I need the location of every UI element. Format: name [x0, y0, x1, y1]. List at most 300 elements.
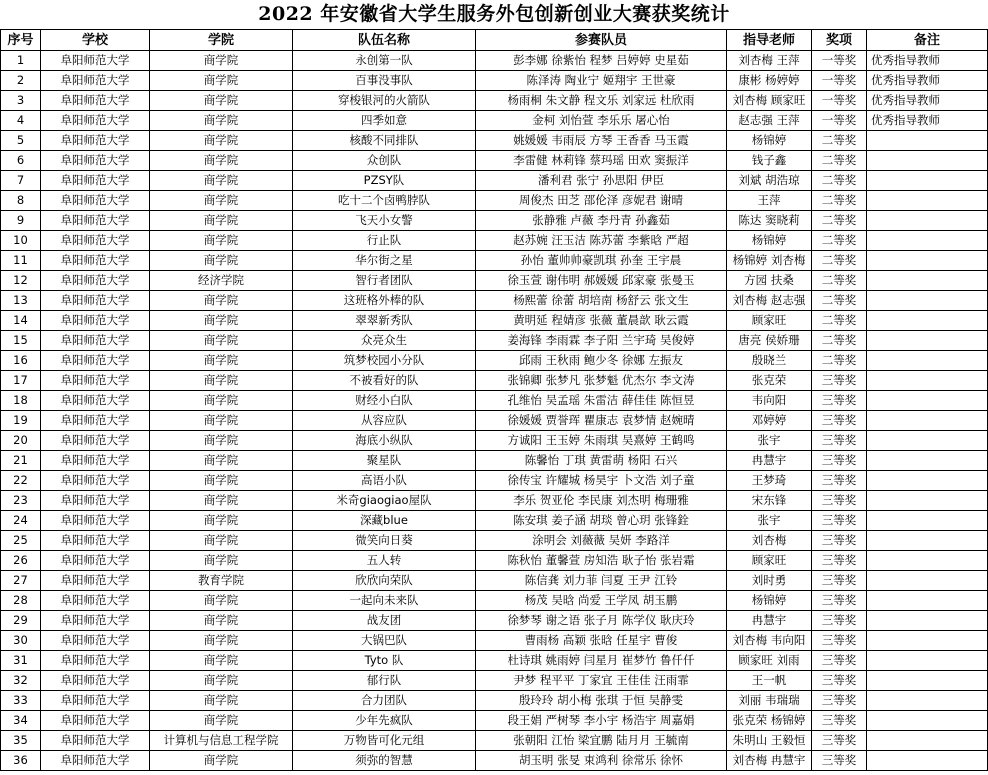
- cell-team: 万物皆可化元组: [293, 731, 476, 751]
- header-college: 学院: [150, 30, 293, 51]
- table-row: [1, 751, 988, 771]
- cell-index: 3: [1, 91, 41, 111]
- cell-college: 商学院: [150, 391, 293, 411]
- cell-team: 一起向未来队: [293, 591, 476, 611]
- cell-award: 三等奖: [812, 391, 867, 411]
- cell-award: 一等奖: [812, 51, 867, 71]
- cell-teacher: 韦向阳: [727, 391, 812, 411]
- cell-team: 四季如意: [293, 111, 476, 131]
- cell-teacher: 殷晓兰: [727, 351, 812, 371]
- cell-members: 周俊杰 田芝 邵伦泽 彦妮君 谢晴: [476, 191, 727, 211]
- cell-note: [867, 351, 988, 371]
- cell-college: 商学院: [150, 711, 293, 731]
- cell-school: 阜阳师范大学: [41, 571, 150, 591]
- cell-award: 三等奖: [812, 371, 867, 391]
- cell-award: 三等奖: [812, 651, 867, 671]
- table-row: [1, 491, 988, 511]
- cell-members: 李乐 贺亚伦 李民康 刘杰明 梅珊雅: [476, 491, 727, 511]
- cell-members: 陈泽涛 陶业宁 姬翔宇 王世豪: [476, 71, 727, 91]
- cell-award: 三等奖: [812, 551, 867, 571]
- cell-note: [867, 291, 988, 311]
- cell-school: 阜阳师范大学: [41, 251, 150, 271]
- cell-index: 7: [1, 171, 41, 191]
- cell-team: 海底小纵队: [293, 431, 476, 451]
- cell-members: 段王娟 严树琴 李小宇 杨浩宇 周嘉娟: [476, 711, 727, 731]
- cell-college: 商学院: [150, 551, 293, 571]
- cell-note: [867, 191, 988, 211]
- cell-school: 阜阳师范大学: [41, 731, 150, 751]
- cell-college: 商学院: [150, 171, 293, 191]
- cell-team: 五人转: [293, 551, 476, 571]
- table-row: [1, 211, 988, 231]
- cell-school: 阜阳师范大学: [41, 211, 150, 231]
- cell-award: 二等奖: [812, 351, 867, 371]
- cell-school: 阜阳师范大学: [41, 371, 150, 391]
- cell-college: 商学院: [150, 531, 293, 551]
- cell-college: 商学院: [150, 351, 293, 371]
- cell-award: 三等奖: [812, 411, 867, 431]
- cell-index: 13: [1, 291, 41, 311]
- cell-teacher: 顾家旺: [727, 311, 812, 331]
- cell-college: 商学院: [150, 131, 293, 151]
- cell-school: 阜阳师范大学: [41, 751, 150, 771]
- cell-note: [867, 451, 988, 471]
- cell-college: 商学院: [150, 71, 293, 91]
- table-row: [1, 291, 988, 311]
- cell-teacher: 张克荣: [727, 371, 812, 391]
- cell-award: 三等奖: [812, 691, 867, 711]
- cell-school: 阜阳师范大学: [41, 651, 150, 671]
- cell-index: 10: [1, 231, 41, 251]
- cell-members: 徐玉萱 谢伟明 郝媛媛 邱家豪 张曼玉: [476, 271, 727, 291]
- cell-note: [867, 591, 988, 611]
- cell-school: 阜阳师范大学: [41, 131, 150, 151]
- cell-members: 胡玉明 张旻 束鸿利 徐常乐 徐怀: [476, 751, 727, 771]
- cell-school: 阜阳师范大学: [41, 551, 150, 571]
- cell-note: 优秀指导教师: [867, 51, 988, 71]
- table-row: [1, 451, 988, 471]
- table-row: [1, 311, 988, 331]
- cell-index: 22: [1, 471, 41, 491]
- cell-teacher: 方园 扶桑: [727, 271, 812, 291]
- cell-note: [867, 511, 988, 531]
- cell-school: 阜阳师范大学: [41, 51, 150, 71]
- cell-index: 26: [1, 551, 41, 571]
- cell-note: [867, 171, 988, 191]
- cell-teacher: 刘时勇: [727, 571, 812, 591]
- cell-award: 三等奖: [812, 471, 867, 491]
- cell-note: [867, 751, 988, 771]
- cell-award: 一等奖: [812, 111, 867, 131]
- cell-note: [867, 471, 988, 491]
- cell-school: 阜阳师范大学: [41, 351, 150, 371]
- cell-teacher: 刘杏梅: [727, 531, 812, 551]
- cell-members: 金柯 刘怡萱 李乐乐 屠心怡: [476, 111, 727, 131]
- cell-members: 方诚阳 王玉婷 朱雨琪 吴熹婷 王鹤鸣: [476, 431, 727, 451]
- cell-note: [867, 311, 988, 331]
- cell-teacher: 康彬 杨婷婷: [727, 71, 812, 91]
- cell-college: 商学院: [150, 591, 293, 611]
- cell-note: 优秀指导教师: [867, 111, 988, 131]
- cell-award: 三等奖: [812, 731, 867, 751]
- cell-note: [867, 651, 988, 671]
- cell-teacher: 刘杏梅 冉慧宇: [727, 751, 812, 771]
- cell-college: 商学院: [150, 431, 293, 451]
- cell-note: [867, 371, 988, 391]
- cell-team: 深藏blue: [293, 511, 476, 531]
- cell-members: 姜海锋 李雨霖 李子阳 兰宇琦 吴俊婷: [476, 331, 727, 351]
- cell-index: 33: [1, 691, 41, 711]
- cell-members: 张静雅 卢薇 李丹青 孙鑫茹: [476, 211, 727, 231]
- header-members: 参赛队员: [476, 30, 727, 51]
- cell-school: 阜阳师范大学: [41, 691, 150, 711]
- cell-school: 阜阳师范大学: [41, 471, 150, 491]
- cell-school: 阜阳师范大学: [41, 391, 150, 411]
- cell-college: 商学院: [150, 451, 293, 471]
- cell-members: 彭李娜 徐紫怡 程梦 吕婷婷 史星茹: [476, 51, 727, 71]
- cell-note: [867, 711, 988, 731]
- cell-award: 二等奖: [812, 251, 867, 271]
- cell-index: 25: [1, 531, 41, 551]
- cell-members: 徐媛媛 贾誉珲 瞿康志 袁梦情 赵婉晴: [476, 411, 727, 431]
- cell-college: 商学院: [150, 491, 293, 511]
- cell-team: 穿梭银河的火箭队: [293, 91, 476, 111]
- cell-college: 商学院: [150, 671, 293, 691]
- cell-school: 阜阳师范大学: [41, 91, 150, 111]
- cell-school: 阜阳师范大学: [41, 311, 150, 331]
- table-row: [1, 631, 988, 651]
- cell-note: [867, 611, 988, 631]
- cell-award: 一等奖: [812, 91, 867, 111]
- cell-school: 阜阳师范大学: [41, 611, 150, 631]
- cell-note: 优秀指导教师: [867, 91, 988, 111]
- cell-college: 商学院: [150, 91, 293, 111]
- cell-award: 二等奖: [812, 151, 867, 171]
- cell-award: 二等奖: [812, 171, 867, 191]
- table-row: [1, 251, 988, 271]
- cell-award: 三等奖: [812, 571, 867, 591]
- cell-team: 众亮众生: [293, 331, 476, 351]
- cell-note: [867, 231, 988, 251]
- cell-team: 高语小队: [293, 471, 476, 491]
- table-row: [1, 331, 988, 351]
- cell-college: 商学院: [150, 471, 293, 491]
- cell-award: 三等奖: [812, 431, 867, 451]
- cell-college: 商学院: [150, 411, 293, 431]
- cell-note: [867, 131, 988, 151]
- cell-index: 8: [1, 191, 41, 211]
- header-index: 序号: [1, 30, 41, 51]
- cell-members: 杜诗琪 姚雨婷 闫星月 崔梦竹 鲁仟仟: [476, 651, 727, 671]
- cell-members: 姚媛媛 韦雨辰 方琴 王香香 马玉霞: [476, 131, 727, 151]
- table-row: [1, 531, 988, 551]
- cell-teacher: 王梦琦: [727, 471, 812, 491]
- cell-college: 商学院: [150, 511, 293, 531]
- cell-note: [867, 331, 988, 351]
- cell-index: 32: [1, 671, 41, 691]
- cell-members: 杨茂 吴晗 尚爱 王学凤 胡玉鹏: [476, 591, 727, 611]
- cell-team: 聚星队: [293, 451, 476, 471]
- cell-school: 阜阳师范大学: [41, 451, 150, 471]
- cell-school: 阜阳师范大学: [41, 171, 150, 191]
- cell-note: [867, 691, 988, 711]
- header-team: 队伍名称: [293, 30, 476, 51]
- cell-teacher: 刘杏梅 赵志强: [727, 291, 812, 311]
- cell-award: 三等奖: [812, 711, 867, 731]
- header-award: 奖项: [812, 30, 867, 51]
- cell-note: [867, 391, 988, 411]
- cell-members: 黄明延 程婧彦 张薇 董晨歆 耿云霞: [476, 311, 727, 331]
- table-row: [1, 111, 988, 131]
- cell-members: 曹雨杨 高颖 张晗 任星宇 曹俊: [476, 631, 727, 651]
- cell-teacher: 顾家旺: [727, 551, 812, 571]
- cell-index: 6: [1, 151, 41, 171]
- cell-award: 三等奖: [812, 591, 867, 611]
- cell-index: 16: [1, 351, 41, 371]
- cell-index: 11: [1, 251, 41, 271]
- table-row: [1, 391, 988, 411]
- cell-index: 24: [1, 511, 41, 531]
- table-row: [1, 711, 988, 731]
- cell-award: 三等奖: [812, 631, 867, 651]
- cell-teacher: 钱子鑫: [727, 151, 812, 171]
- cell-school: 阜阳师范大学: [41, 191, 150, 211]
- header-note: 备注: [867, 30, 988, 51]
- cell-index: 19: [1, 411, 41, 431]
- cell-index: 9: [1, 211, 41, 231]
- cell-college: 商学院: [150, 51, 293, 71]
- cell-note: [867, 431, 988, 451]
- table-row: [1, 571, 988, 591]
- cell-teacher: 唐亮 侯娇珊: [727, 331, 812, 351]
- cell-teacher: 张宇: [727, 511, 812, 531]
- cell-award: 二等奖: [812, 211, 867, 231]
- cell-team: 众创队: [293, 151, 476, 171]
- cell-index: 27: [1, 571, 41, 591]
- cell-school: 阜阳师范大学: [41, 231, 150, 251]
- cell-team: 合力团队: [293, 691, 476, 711]
- cell-college: 商学院: [150, 331, 293, 351]
- cell-members: 杨熙蕾 徐蕾 胡培南 杨舒云 张文生: [476, 291, 727, 311]
- cell-teacher: 王一帆: [727, 671, 812, 691]
- cell-note: [867, 411, 988, 431]
- cell-teacher: 杨锦婷: [727, 231, 812, 251]
- cell-index: 14: [1, 311, 41, 331]
- cell-team: 永创第一队: [293, 51, 476, 71]
- cell-note: 优秀指导教师: [867, 71, 988, 91]
- cell-award: 三等奖: [812, 751, 867, 771]
- cell-team: 飞天小女警: [293, 211, 476, 231]
- header-school: 学校: [41, 30, 150, 51]
- cell-teacher: 赵志强 王萍: [727, 111, 812, 131]
- cell-teacher: 刘斌 胡浩琼: [727, 171, 812, 191]
- cell-school: 阜阳师范大学: [41, 671, 150, 691]
- table-row: [1, 691, 988, 711]
- cell-college: 商学院: [150, 111, 293, 131]
- cell-members: 殷玲玲 胡小梅 张琪 于恒 吴静雯: [476, 691, 727, 711]
- cell-school: 阜阳师范大学: [41, 431, 150, 451]
- cell-college: 商学院: [150, 631, 293, 651]
- cell-index: 29: [1, 611, 41, 631]
- cell-team: PZSY队: [293, 171, 476, 191]
- cell-index: 17: [1, 371, 41, 391]
- table-row: [1, 431, 988, 451]
- cell-team: 百事没事队: [293, 71, 476, 91]
- cell-college: 商学院: [150, 651, 293, 671]
- cell-teacher: 顾家旺 刘雨: [727, 651, 812, 671]
- table-row: [1, 71, 988, 91]
- cell-note: [867, 491, 988, 511]
- cell-teacher: 刘杏梅 韦向阳: [727, 631, 812, 651]
- table-row: [1, 511, 988, 531]
- cell-members: 杨雨桐 朱文静 程文乐 刘家远 杜欣雨: [476, 91, 727, 111]
- cell-teacher: 杨锦婷: [727, 131, 812, 151]
- table-row: [1, 131, 988, 151]
- cell-team: 翠翠新秀队: [293, 311, 476, 331]
- table-row: [1, 371, 988, 391]
- table-row: [1, 611, 988, 631]
- table-row: [1, 551, 988, 571]
- cell-college: 商学院: [150, 611, 293, 631]
- cell-note: [867, 571, 988, 591]
- cell-members: 陈馨怡 丁琪 黄雷萌 杨阳 石兴: [476, 451, 727, 471]
- cell-team: 大锅巴队: [293, 631, 476, 651]
- cell-index: 30: [1, 631, 41, 651]
- cell-team: 筑梦校园小分队: [293, 351, 476, 371]
- table-row: [1, 411, 988, 431]
- table-row: [1, 51, 988, 71]
- cell-award: 二等奖: [812, 191, 867, 211]
- cell-members: 陈信龚 刘力菲 闫夏 王尹 江铃: [476, 571, 727, 591]
- cell-college: 商学院: [150, 291, 293, 311]
- cell-school: 阜阳师范大学: [41, 331, 150, 351]
- cell-members: 徐梦琴 谢之语 张子月 陈学仪 耿庆玲: [476, 611, 727, 631]
- cell-award: 一等奖: [812, 71, 867, 91]
- cell-members: 陈安琪 姜子涵 胡琰 曾心玥 张锋銓: [476, 511, 727, 531]
- cell-teacher: 冉慧宇: [727, 451, 812, 471]
- cell-index: 21: [1, 451, 41, 471]
- cell-award: 二等奖: [812, 311, 867, 331]
- cell-team: 行止队: [293, 231, 476, 251]
- cell-school: 阜阳师范大学: [41, 271, 150, 291]
- cell-team: 不被看好的队: [293, 371, 476, 391]
- cell-team: 这班格外棒的队: [293, 291, 476, 311]
- cell-members: 孙怡 董帅帅豪凯琪 孙奎 王宇晨: [476, 251, 727, 271]
- cell-award: 二等奖: [812, 231, 867, 251]
- cell-teacher: 邓婷婷: [727, 411, 812, 431]
- table-row: [1, 271, 988, 291]
- cell-college: 商学院: [150, 251, 293, 271]
- table-row: [1, 171, 988, 191]
- table-row: [1, 471, 988, 491]
- cell-school: 阜阳师范大学: [41, 71, 150, 91]
- cell-school: 阜阳师范大学: [41, 411, 150, 431]
- cell-index: 28: [1, 591, 41, 611]
- cell-college: 商学院: [150, 751, 293, 771]
- cell-school: 阜阳师范大学: [41, 531, 150, 551]
- cell-team: 少年先疯队: [293, 711, 476, 731]
- cell-team: 米奇giaogiao屋队: [293, 491, 476, 511]
- cell-index: 1: [1, 51, 41, 71]
- cell-index: 15: [1, 331, 41, 351]
- cell-team: 财经小白队: [293, 391, 476, 411]
- awards-table: [0, 29, 988, 771]
- cell-teacher: 张克荣 杨锦婷: [727, 711, 812, 731]
- table-row: [1, 151, 988, 171]
- cell-members: 赵苏婉 汪玉洁 陈苏蕾 李紫晗 严超: [476, 231, 727, 251]
- cell-members: 徐传宝 许耀城 杨昊宇 卜文浩 刘子童: [476, 471, 727, 491]
- header-teacher: 指导老师: [727, 30, 812, 51]
- cell-teacher: 杨锦婷 刘杏梅: [727, 251, 812, 271]
- cell-note: [867, 251, 988, 271]
- cell-school: 阜阳师范大学: [41, 711, 150, 731]
- cell-school: 阜阳师范大学: [41, 151, 150, 171]
- cell-index: 5: [1, 131, 41, 151]
- cell-teacher: 陈达 窦晓莉: [727, 211, 812, 231]
- cell-members: 潘利君 张宁 孙思阳 伊臣: [476, 171, 727, 191]
- cell-school: 阜阳师范大学: [41, 631, 150, 651]
- cell-note: [867, 631, 988, 651]
- cell-index: 34: [1, 711, 41, 731]
- table-row: [1, 231, 988, 251]
- cell-members: 涂明会 刘薇薇 吴妍 李路洋: [476, 531, 727, 551]
- table-row: [1, 191, 988, 211]
- cell-college: 经济学院: [150, 271, 293, 291]
- cell-index: 20: [1, 431, 41, 451]
- cell-note: [867, 531, 988, 551]
- cell-award: 二等奖: [812, 331, 867, 351]
- cell-award: 二等奖: [812, 291, 867, 311]
- cell-teacher: 刘丽 韦瑞瑞: [727, 691, 812, 711]
- cell-team: 吃十二个卤鸭脖队: [293, 191, 476, 211]
- cell-school: 阜阳师范大学: [41, 291, 150, 311]
- cell-teacher: 刘杏梅 王萍: [727, 51, 812, 71]
- cell-award: 三等奖: [812, 531, 867, 551]
- cell-award: 三等奖: [812, 611, 867, 631]
- cell-members: 陈秋怡 董馨萱 房知浩 耿子怡 张岩霜: [476, 551, 727, 571]
- cell-team: 华尔街之星: [293, 251, 476, 271]
- cell-award: 二等奖: [812, 271, 867, 291]
- cell-members: 张朝阳 江怡 梁宜鹏 陆月月 王毓南: [476, 731, 727, 751]
- cell-note: [867, 271, 988, 291]
- cell-note: [867, 151, 988, 171]
- cell-note: [867, 551, 988, 571]
- cell-index: 18: [1, 391, 41, 411]
- cell-college: 商学院: [150, 691, 293, 711]
- cell-college: 商学院: [150, 151, 293, 171]
- table-header-row: [1, 30, 988, 51]
- table-row: [1, 731, 988, 751]
- cell-teacher: 宋东锋: [727, 491, 812, 511]
- cell-members: 李雷健 林莉锋 蔡玛瑶 田欢 窦振洋: [476, 151, 727, 171]
- table-row: [1, 591, 988, 611]
- cell-index: 4: [1, 111, 41, 131]
- cell-school: 阜阳师范大学: [41, 511, 150, 531]
- cell-team: 郁行队: [293, 671, 476, 691]
- cell-index: 36: [1, 751, 41, 771]
- cell-team: 从容应队: [293, 411, 476, 431]
- cell-teacher: 朱明山 王毅恒: [727, 731, 812, 751]
- cell-members: 尹梦 程平平 丁家宜 王佳佳 汪雨霏: [476, 671, 727, 691]
- cell-team: 欣欣向荣队: [293, 571, 476, 591]
- cell-school: 阜阳师范大学: [41, 591, 150, 611]
- page-title: 2022 年安徽省大学生服务外包创新创业大赛获奖统计: [258, 3, 730, 25]
- table-row: [1, 671, 988, 691]
- table-row: [1, 651, 988, 671]
- cell-index: 31: [1, 651, 41, 671]
- cell-college: 商学院: [150, 371, 293, 391]
- cell-award: 三等奖: [812, 511, 867, 531]
